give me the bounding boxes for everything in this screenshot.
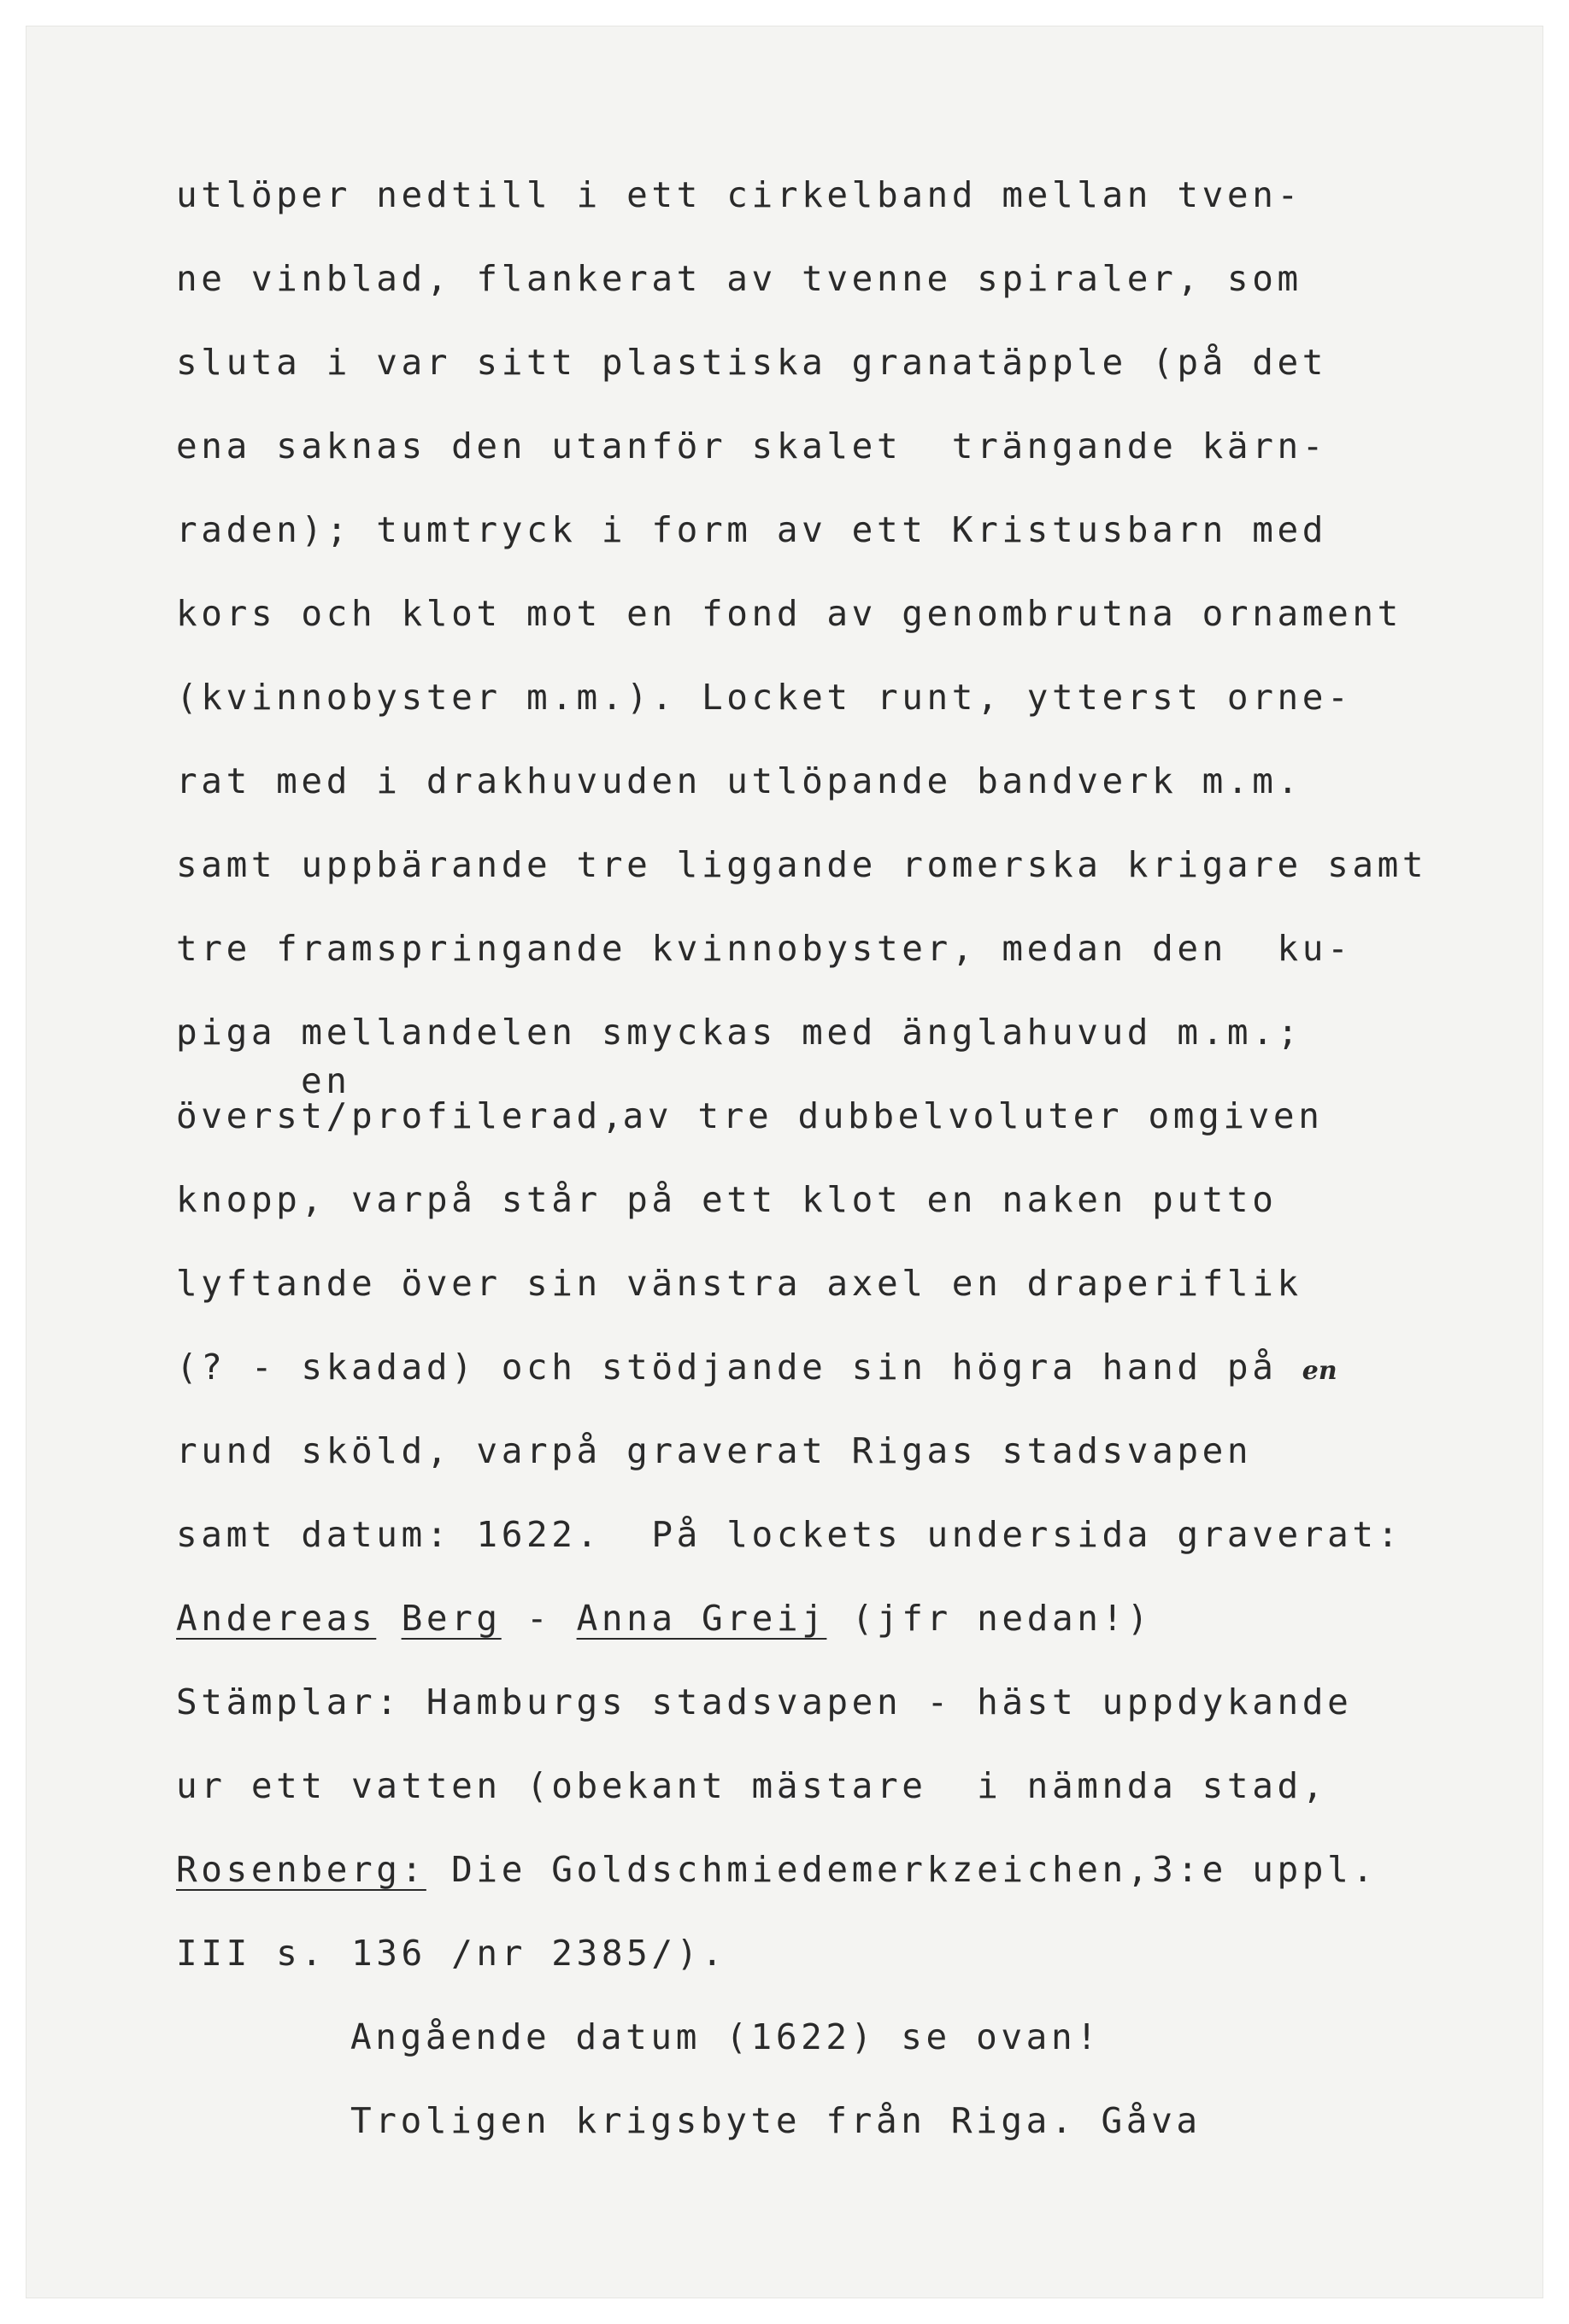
text-line-14: lyftande över sin vänstra axel en draperiflik <box>176 1263 1302 1304</box>
text-line-18 <box>176 1598 1153 1639</box>
reference-author: Rosenberg: <box>176 1849 426 1890</box>
text-line-12 <box>176 1095 1324 1136</box>
text-line-10: tre framspringande kvinnobyster, medan den ku- <box>176 928 1353 969</box>
text-line-7: (kvinnobyster m.m.). Locket runt, ytterst orne- <box>176 677 1353 718</box>
engraved-name-anna-greij: Anna Greij <box>576 1598 827 1639</box>
text-line-19: Stämplar: Hamburgs stadsvapen - häst uppdykande <box>176 1681 1353 1722</box>
text-line-3: sluta i var sitt plastiska granatäpple (på det <box>176 342 1328 383</box>
text-line-23: Angående datum (1622) se ovan! <box>350 2016 1102 2057</box>
text-line-11: piga mellandelen smyckas med änglahuvud m.m.; <box>176 1012 1302 1053</box>
text-line-2: ne vinblad, flankerat av tvenne spiraler, som <box>176 258 1302 299</box>
line-15-typed: (? - skadad) och stödjande sin högra hand på <box>176 1347 1302 1388</box>
handwritten-word: en <box>1302 1356 1337 1386</box>
text-line-24: Troligen krigsbyte från Riga. Gåva <box>350 2100 1202 2141</box>
text-line-17: samt datum: 1622. På lockets undersida graverat: <box>176 1514 1402 1555</box>
typed-document-page <box>26 26 1543 2298</box>
text-line-15 <box>176 1347 1337 1388</box>
text-line-9: samt uppbärande tre liggande romerska krigare samt <box>176 844 1428 885</box>
text-line-16: rund sköld, varpå graverat Rigas stadsvapen <box>176 1430 1253 1471</box>
engraved-name-andereas: Andereas <box>176 1598 377 1639</box>
text-line-13: knopp, varpå står på ett klot en naken putto <box>176 1179 1278 1220</box>
inserted-word: en <box>301 1060 351 1101</box>
text-line-4: ena saknas den utanför skalet trängande kärn- <box>176 425 1328 467</box>
text-line-20: ur ett vatten (obekant mästare i nämnda stad, <box>176 1765 1328 1806</box>
text-line-22: III s. 136 /nr 2385/). <box>176 1933 727 1974</box>
text-line-21 <box>176 1849 1378 1890</box>
line-12-end: av tre dubbelvoluter omgiven <box>622 1095 1324 1136</box>
name-separator: - <box>501 1598 577 1639</box>
text-line-8: rat med i drakhuvuden utlöpande bandverk m.m. <box>176 760 1302 801</box>
engraved-name-berg: Berg <box>401 1598 502 1639</box>
line-21-rest: Die Goldschmiedemerkzeichen,3:e uppl. <box>426 1849 1378 1890</box>
line-18-rest: (jfr nedan!) <box>826 1598 1153 1639</box>
text-line-6: kors och klot mot en fond av genombrutna ornament <box>176 593 1402 634</box>
insertion-mark: , <box>601 1095 623 1136</box>
line-12-start: överst/profilerad <box>176 1095 602 1136</box>
text-line-5: raden); tumtryck i form av ett Kristusbarn med <box>176 509 1328 550</box>
text-line-1: utlöper nedtill i ett cirkelband mellan tven- <box>176 174 1302 215</box>
